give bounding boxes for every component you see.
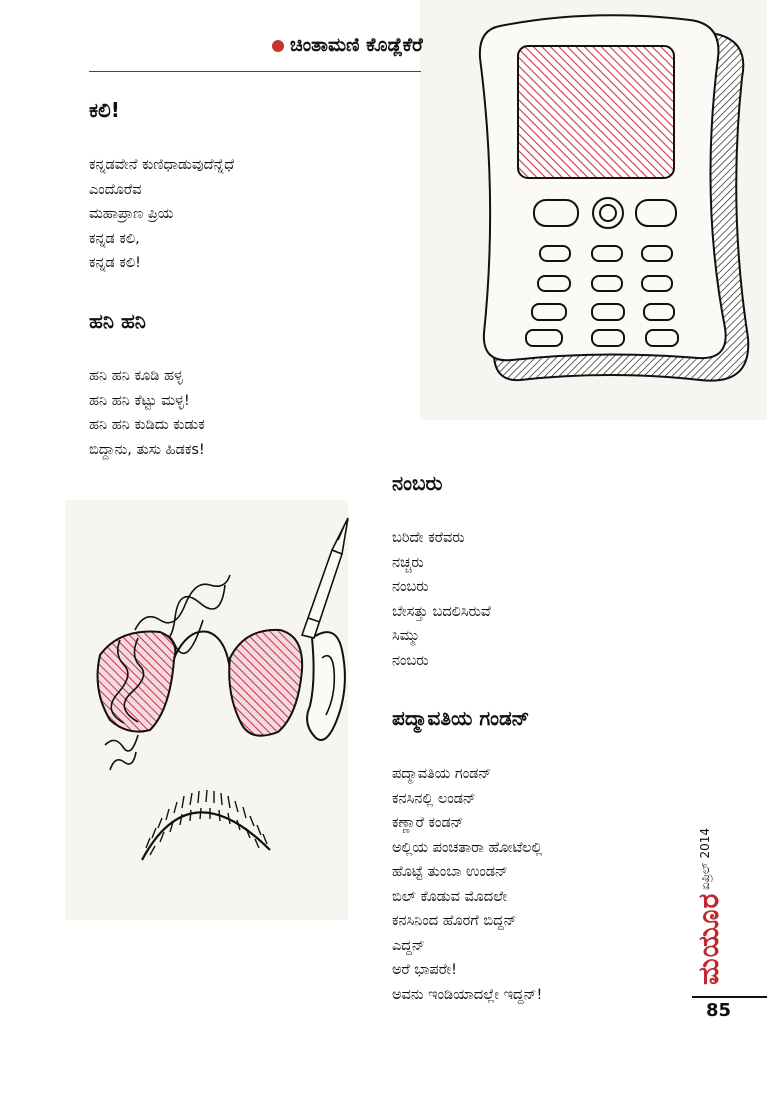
poem-line: ಅಲ್ಲಿಯ ಪಂಚತಾರಾ ಹೋಟೆಲಲ್ಲಿ — [392, 839, 543, 856]
poem-title: ನಂಬರು — [392, 471, 443, 495]
poem-body — [89, 153, 234, 276]
poem-title: ಪದ್ಮಾವತಿಯ ಗಂಡನ್ — [392, 706, 530, 730]
poem-line: ಪದ್ಮಾವತಿಯ ಗಂಡನ್ — [392, 766, 492, 782]
poem-line: ಸಿಮ್ಮು — [392, 628, 421, 644]
poem-line: ಕನ್ನಡ ಕಲಿ! — [89, 255, 141, 271]
poem-line: ಬರಿದೇ ಕರೆವರು — [392, 530, 465, 546]
poem-body — [89, 364, 205, 462]
author-name: ಚಿಂತಾಮಣಿ ಕೊಡ್ಲೆಕೆರೆ — [290, 34, 423, 56]
poem-line: ಎದ್ದನ್ — [392, 937, 425, 954]
poem-line: ನಚ್ಚರು — [392, 554, 424, 571]
poem-line: ಎಂದೊರೆವ — [89, 181, 142, 198]
poem-line: ಕನಸಿನಿಂದ ಹೊರಗೆ ಬಿದ್ದನ್ — [392, 913, 517, 929]
poem-line: ಬೇಸತ್ತು ಬದಲಿಸಿರುವೆ — [392, 603, 491, 620]
mobile-phone-illustration — [460, 8, 760, 403]
poem-line: ಹೊಟ್ಟೆ ತುಂಬಾ ಉಂಡನ್ — [392, 864, 508, 880]
magazine-name: ಮಯೂರ — [692, 892, 725, 985]
poem-line: ಕನ್ನಡವೇನೆ ಕುಣಿಧಾಡುವುದೆನ್ನೆಧೆ — [89, 157, 235, 173]
poem-line: ಬಿದ್ದಾನು, ತುಸು ಹಿಡಕs! — [89, 441, 205, 458]
poem-line: ಕನಸಿನಲ್ಲಿ ಲಂಡನ್ — [392, 790, 476, 807]
poem-line: ಹನಿ ಹನಿ ಕೆಟ್ಟು ಮಳ್ಳ! — [89, 392, 190, 409]
poem-line: ಹನಿ ಹನಿ ಕೂಡಿ ಹಳ್ಳ — [89, 368, 183, 384]
header-divider — [89, 71, 421, 72]
poem-body — [392, 762, 543, 1007]
poem-line: ಅವನು ಇಂಡಿಯಾದಲ್ಲೇ ಇದ್ದನ್! — [392, 986, 543, 1003]
poem-line: ನಂಬರು — [392, 652, 429, 669]
author-byline — [272, 34, 423, 56]
page-number: 85 — [706, 1000, 732, 1021]
poem-line: ಅರೆ ಭಾಪರೇ! — [392, 962, 457, 978]
poem-body — [392, 526, 491, 673]
bullet-icon — [272, 40, 284, 52]
footer-divider — [692, 996, 767, 998]
poem-line: ಬಿಲ್ ಕೊಡುವ ಮೊದಲೇ — [392, 888, 508, 905]
poem-line: ಹನಿ ಹನಿ ಕುಡಿದು ಕುಡುಕ — [89, 417, 205, 433]
poem-line: ಮಹಾಪ್ರಾಣ ಪ್ರಿಯ — [89, 206, 174, 222]
poem-title: ಹನಿ ಹನಿ — [89, 309, 146, 333]
poem-line: ಕಣ್ಣಾರೆ ಕಂಡನ್ — [392, 815, 464, 831]
face-with-sunglasses-and-pen-illustration — [80, 510, 360, 910]
poem-line: ಕನ್ನಡ ಕಲಿ, — [89, 230, 140, 247]
issue-month: ಏಪ್ರಿಲ್ 2014 — [698, 828, 712, 890]
poem-line: ನಂಬರು — [392, 579, 429, 595]
poem-title: ಕಲಿ! — [89, 98, 120, 122]
